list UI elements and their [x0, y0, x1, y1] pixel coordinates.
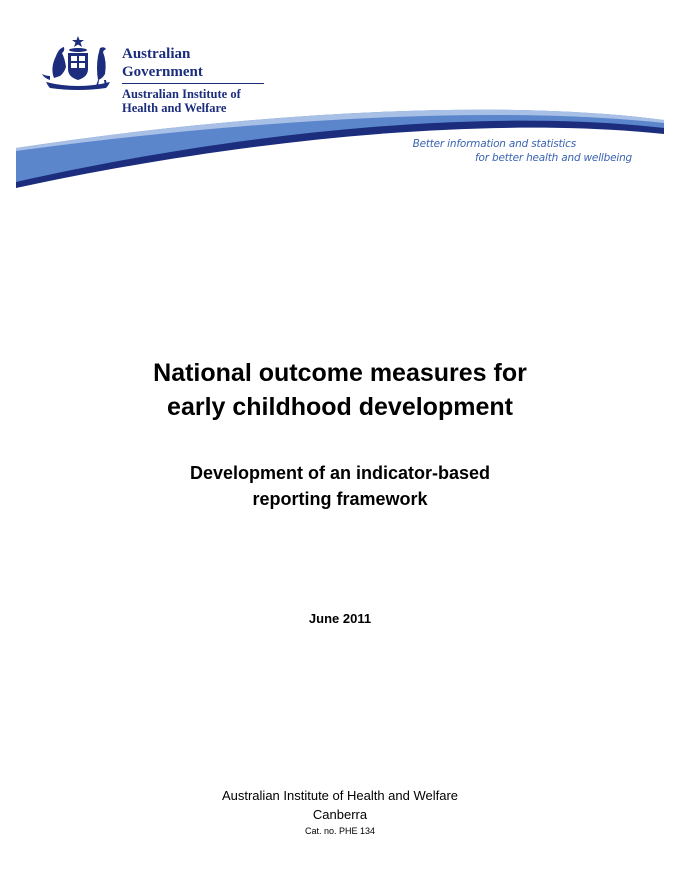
title-line1: National outcome measures for — [153, 359, 527, 387]
document-subtitle — [0, 460, 680, 512]
publisher-block — [0, 786, 680, 824]
publisher-city: Canberra — [312, 807, 368, 822]
header — [0, 0, 680, 200]
publication-date: June 2011 — [308, 611, 372, 626]
catalogue-number: Cat. no. PHE 134 — [304, 826, 376, 836]
subtitle-line1: Development of an indicator-based — [189, 463, 491, 483]
coat-of-arms-icon — [40, 34, 116, 92]
government-name: Australian Government — [122, 45, 264, 84]
subtitle-line2: reporting framework — [252, 489, 428, 509]
title-line2: early childhood development — [167, 393, 513, 421]
publisher-name: Australian Institute of Health and Welfare — [221, 788, 459, 803]
tagline — [413, 137, 632, 165]
agency-name-line1: Australian Institute of — [122, 87, 241, 101]
agency-name-line2: Health and Welfare — [122, 101, 227, 115]
document-title — [0, 356, 680, 424]
tagline-line1: Better information and statistics — [412, 138, 576, 150]
tagline-line2: for better health and wellbeing — [475, 152, 632, 164]
